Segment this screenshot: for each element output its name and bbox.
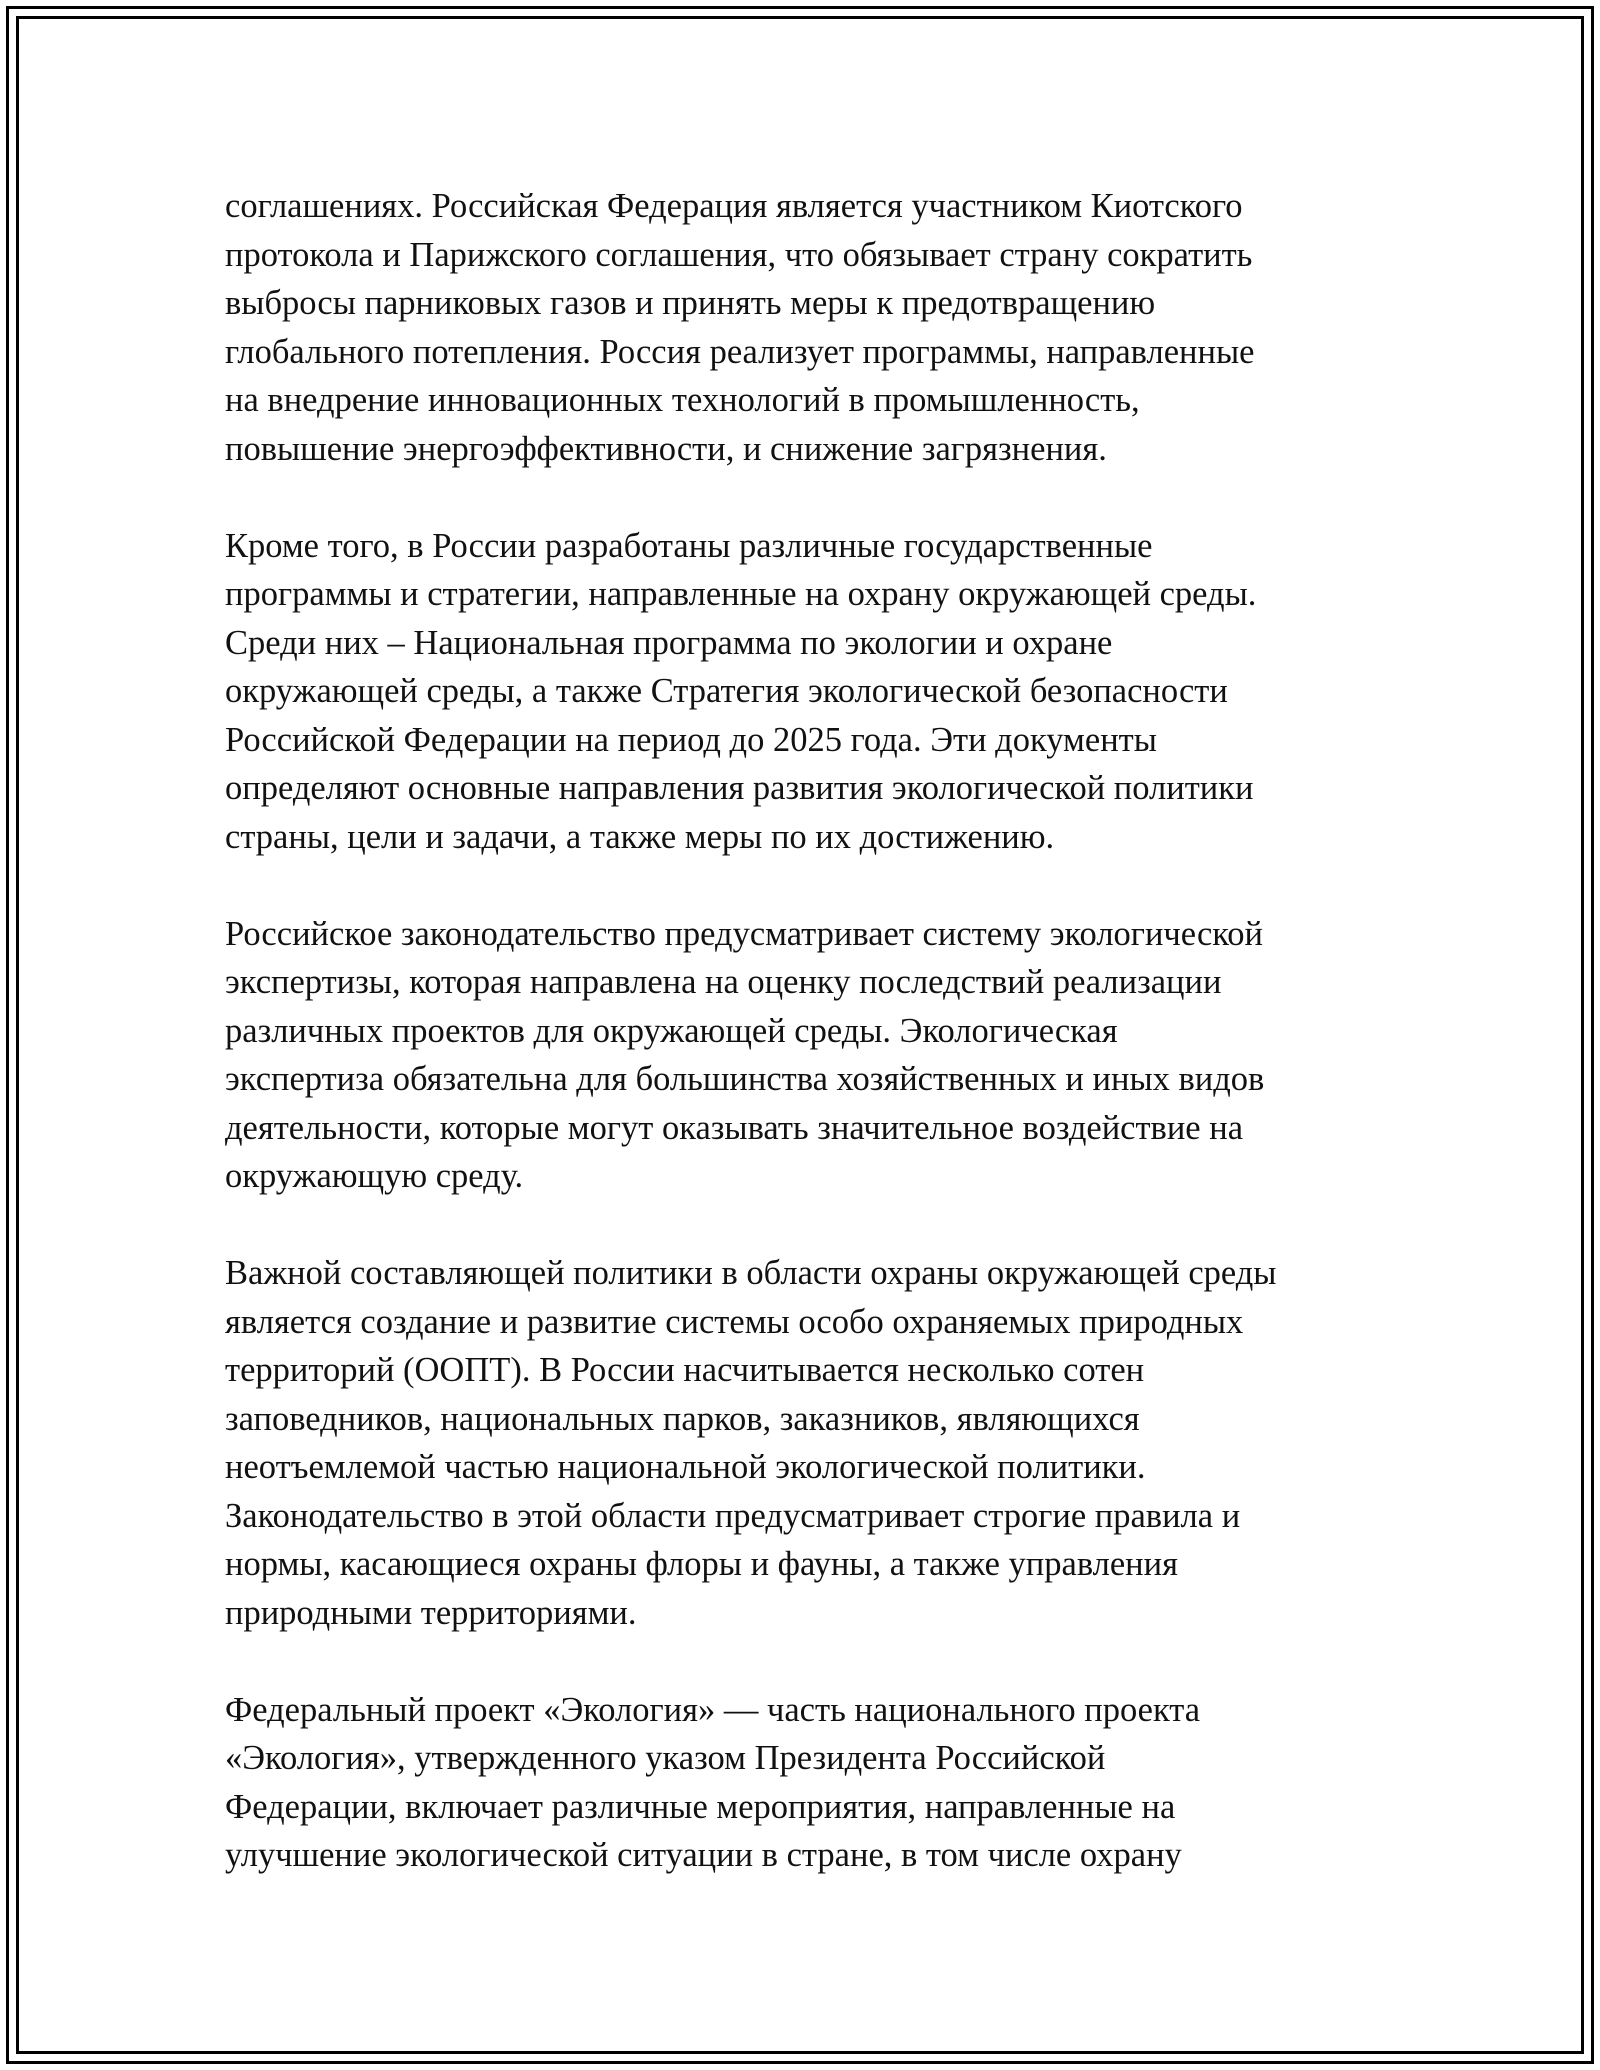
paragraph-international-agreements [225, 182, 1405, 473]
text-line: «Экология», утвержденного указом Президента Российской [225, 1739, 1106, 1777]
text-line: глобального потепления. Россия реализует программы, направленные [225, 332, 1255, 371]
text-line: неотъемлемой частью национальной экологической политики. [225, 1448, 1146, 1486]
text-line: является создание и развитие системы особо охраняемых природных [225, 1302, 1244, 1341]
text-line: экспертиза обязательна для большинства хозяйственных и иных видов [225, 1060, 1265, 1098]
text-line: определяют основные направления развития экологической политики [225, 769, 1254, 807]
text-line: программы и стратегии, направленные на охрану окружающей среды. [225, 575, 1257, 613]
text-line: Российское законодательство предусматривает систему экологической [225, 914, 1263, 953]
text-line: Российской Федерации на период до 2025 года. Эти документы [225, 720, 1157, 759]
text-line: на внедрение инновационных технологий в промышленность, [225, 381, 1140, 419]
text-line: улучшение экологической ситуации в стране, в том числе охрану [225, 1836, 1182, 1874]
text-line: Важной составляющей политики в области охраны окружающей среды [225, 1254, 1277, 1292]
text-line: природными территориями. [225, 1593, 637, 1632]
text-line: окружающую среду. [225, 1157, 524, 1195]
text-line: Федерации, включает различные мероприятия, направленные на [225, 1787, 1176, 1826]
text-line: страны, цели и задачи, а также меры по их достижению. [225, 817, 1055, 856]
text-line: соглашениях. Российская Федерация является участником Киотского [225, 187, 1243, 225]
text-line: экспертизы, которая направлена на оценку последствий реализации [225, 963, 1222, 1001]
text-line: деятельности, которые могут оказывать значительное воздействие на [225, 1108, 1244, 1147]
text-line: Кроме того, в России разработаны различные государственные [225, 526, 1153, 565]
text-line: повышение энергоэффективности, и снижение загрязнения. [225, 429, 1107, 468]
text-line: Законодательство в этой области предусматривает строгие правила и [225, 1496, 1241, 1535]
document-body [225, 182, 1405, 1928]
text-line: Федеральный проект «Экология» — часть национального проекта [225, 1690, 1201, 1729]
text-line: территорий (ООПТ). В России насчитывается несколько сотен [225, 1351, 1145, 1389]
paragraph-ecological-expertise [225, 910, 1405, 1201]
text-line: окружающей среды, а также Стратегия экологической безопасности [225, 672, 1228, 710]
paragraph-protected-areas [225, 1249, 1405, 1637]
paragraph-state-programs [225, 522, 1405, 862]
text-line: нормы, касающиеся охраны флоры и фауны, а также управления [225, 1545, 1178, 1583]
text-line: Среди них – Национальная программа по экологии и охране [225, 623, 1113, 662]
text-line: заповедников, национальных парков, заказников, являющихся [225, 1399, 1140, 1438]
paragraph-federal-project-ecology [225, 1686, 1405, 1880]
text-line: протокола и Парижского соглашения, что обязывает страну сократить [225, 235, 1253, 274]
text-line: выбросы парниковых газов и принять меры к предотвращению [225, 284, 1156, 322]
text-line: различных проектов для окружающей среды. Экологическая [225, 1011, 1118, 1050]
